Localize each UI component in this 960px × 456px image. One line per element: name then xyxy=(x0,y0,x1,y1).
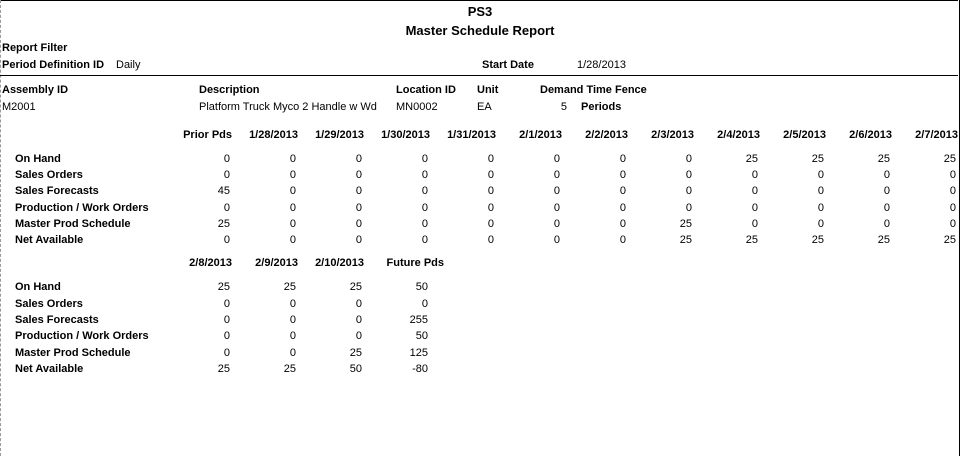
table-cell: 25 xyxy=(283,281,296,293)
page-top-border xyxy=(0,0,958,1)
table-cell: 0 xyxy=(553,234,560,246)
report-title: Master Schedule Report xyxy=(405,23,555,38)
column-header: 2/8/2013 xyxy=(189,257,232,269)
table-cell: 0 xyxy=(949,202,956,214)
table-cell: 0 xyxy=(883,169,890,181)
table-cell: 25 xyxy=(943,153,956,165)
table-cell: 0 xyxy=(421,218,428,230)
period-definition-value: Daily xyxy=(116,59,141,71)
table-cell: 0 xyxy=(355,218,362,230)
table-cell: 0 xyxy=(883,185,890,197)
table-cell: 0 xyxy=(223,202,230,214)
table-cell: 0 xyxy=(289,330,296,342)
table-cell: 50 xyxy=(415,281,428,293)
row-label-master-prod-schedule: Master Prod Schedule xyxy=(15,347,131,359)
table-cell: 0 xyxy=(487,234,494,246)
company-name: PS3 xyxy=(467,4,493,19)
table-cell: 0 xyxy=(619,169,626,181)
table-cell: 0 xyxy=(289,185,296,197)
demand-time-fence-header: Demand Time Fence xyxy=(540,84,647,96)
table-cell: 0 xyxy=(355,153,362,165)
table-cell: 0 xyxy=(685,153,692,165)
table-cell: -80 xyxy=(412,363,428,375)
table-cell: 0 xyxy=(487,153,494,165)
table-cell: 45 xyxy=(217,185,230,197)
table-cell: 0 xyxy=(421,202,428,214)
table-cell: 0 xyxy=(883,218,890,230)
location-id-header: Location ID xyxy=(396,84,456,96)
table-cell: 0 xyxy=(289,169,296,181)
column-header: Prior Pds xyxy=(183,129,232,141)
table-cell: 0 xyxy=(619,218,626,230)
table-cell: 25 xyxy=(217,218,230,230)
table-cell: 0 xyxy=(685,202,692,214)
table-cell: 0 xyxy=(553,185,560,197)
table-cell: 50 xyxy=(415,330,428,342)
table-cell: 0 xyxy=(487,218,494,230)
table-cell: 25 xyxy=(943,234,956,246)
table-cell: 0 xyxy=(421,234,428,246)
description-header: Description xyxy=(199,84,260,96)
filter-divider xyxy=(0,75,958,76)
row-label-sales-forecasts: Sales Forecasts xyxy=(15,185,99,197)
table-cell: 0 xyxy=(289,218,296,230)
column-header: 2/1/2013 xyxy=(519,129,562,141)
table-cell: 0 xyxy=(421,298,428,310)
table-cell: 0 xyxy=(355,202,362,214)
table-cell: 0 xyxy=(751,218,758,230)
column-header: 1/29/2013 xyxy=(315,129,364,141)
table-cell: 0 xyxy=(619,202,626,214)
column-header: 2/5/2013 xyxy=(783,129,826,141)
table-cell: 0 xyxy=(289,347,296,359)
table-cell: 0 xyxy=(355,169,362,181)
row-label-sales-orders: Sales Orders xyxy=(15,298,83,310)
table-cell: 25 xyxy=(679,234,692,246)
demand-time-fence-unit: Periods xyxy=(581,101,622,113)
table-cell: 0 xyxy=(223,314,230,326)
column-header: 2/6/2013 xyxy=(849,129,892,141)
table-cell: 25 xyxy=(811,234,824,246)
row-label-sales-forecasts: Sales Forecasts xyxy=(15,314,99,326)
table-cell: 0 xyxy=(487,169,494,181)
row-label-production-work-orders: Production / Work Orders xyxy=(15,330,149,342)
unit-value: EA xyxy=(477,101,492,113)
location-id-value: MN0002 xyxy=(396,101,438,113)
start-date-label: Start Date xyxy=(482,59,534,71)
table-cell: 0 xyxy=(487,202,494,214)
row-label-production-work-orders: Production / Work Orders xyxy=(15,202,149,214)
table-cell: 25 xyxy=(283,363,296,375)
row-label-master-prod-schedule: Master Prod Schedule xyxy=(15,218,131,230)
table-cell: 0 xyxy=(289,153,296,165)
table-cell: 0 xyxy=(355,330,362,342)
table-cell: 0 xyxy=(817,185,824,197)
description-value: Platform Truck Myco 2 Handle w Wd xyxy=(199,101,377,113)
table-cell: 0 xyxy=(223,169,230,181)
table-cell: 0 xyxy=(289,314,296,326)
table-cell: 0 xyxy=(223,153,230,165)
row-label-sales-orders: Sales Orders xyxy=(15,169,83,181)
table-cell: 25 xyxy=(349,347,362,359)
table-cell: 0 xyxy=(685,185,692,197)
report-filter-label: Report Filter xyxy=(2,42,68,54)
table-cell: 0 xyxy=(751,169,758,181)
table-cell: 25 xyxy=(349,281,362,293)
table-cell: 0 xyxy=(817,169,824,181)
start-date-value: 1/28/2013 xyxy=(577,59,626,71)
table-cell: 125 xyxy=(409,347,428,359)
demand-time-fence-value: 5 xyxy=(560,101,567,113)
assembly-id-value: M2001 xyxy=(2,101,36,113)
row-label-on-hand: On Hand xyxy=(15,153,61,165)
table-cell: 0 xyxy=(289,234,296,246)
table-cell: 0 xyxy=(355,185,362,197)
table-cell: 0 xyxy=(751,202,758,214)
table-cell: 0 xyxy=(949,185,956,197)
table-cell: 25 xyxy=(679,218,692,230)
table-cell: 0 xyxy=(421,153,428,165)
column-header: 2/4/2013 xyxy=(717,129,760,141)
table-cell: 25 xyxy=(877,153,890,165)
column-header: 1/30/2013 xyxy=(381,129,430,141)
table-cell: 0 xyxy=(223,234,230,246)
table-cell: 0 xyxy=(817,202,824,214)
table-cell: 0 xyxy=(421,169,428,181)
table-cell: 0 xyxy=(553,202,560,214)
page-left-border xyxy=(0,0,1,456)
table-cell: 0 xyxy=(355,298,362,310)
row-label-on-hand: On Hand xyxy=(15,281,61,293)
table-cell: 0 xyxy=(619,234,626,246)
column-header: Future Pds xyxy=(386,257,444,269)
row-label-net-available: Net Available xyxy=(15,234,84,246)
column-header: 2/10/2013 xyxy=(315,257,364,269)
table-cell: 0 xyxy=(355,314,362,326)
table-cell: 0 xyxy=(949,169,956,181)
table-cell: 0 xyxy=(553,153,560,165)
table-cell: 0 xyxy=(751,185,758,197)
column-header: 1/28/2013 xyxy=(249,129,298,141)
table-cell: 0 xyxy=(883,202,890,214)
table-cell: 0 xyxy=(355,234,362,246)
table-cell: 255 xyxy=(409,314,428,326)
row-label-net-available: Net Available xyxy=(15,363,84,375)
table-cell: 25 xyxy=(745,234,758,246)
assembly-id-header: Assembly ID xyxy=(2,84,69,96)
column-header: 2/9/2013 xyxy=(255,257,298,269)
period-definition-label: Period Definition ID xyxy=(2,59,105,71)
table-cell: 0 xyxy=(619,185,626,197)
table-cell: 0 xyxy=(817,218,824,230)
table-cell: 50 xyxy=(349,363,362,375)
table-cell: 0 xyxy=(289,202,296,214)
table-cell: 0 xyxy=(487,185,494,197)
table-cell: 0 xyxy=(949,218,956,230)
table-cell: 25 xyxy=(745,153,758,165)
table-cell: 0 xyxy=(619,153,626,165)
column-header: 2/2/2013 xyxy=(585,129,628,141)
table-cell: 0 xyxy=(421,185,428,197)
table-cell: 0 xyxy=(553,169,560,181)
table-cell: 0 xyxy=(685,169,692,181)
column-header: 2/3/2013 xyxy=(651,129,694,141)
column-header: 1/31/2013 xyxy=(447,129,496,141)
table-cell: 0 xyxy=(289,298,296,310)
table-cell: 25 xyxy=(811,153,824,165)
table-cell: 25 xyxy=(217,281,230,293)
table-cell: 0 xyxy=(223,298,230,310)
table-cell: 25 xyxy=(877,234,890,246)
table-cell: 0 xyxy=(223,330,230,342)
table-cell: 0 xyxy=(223,347,230,359)
column-header: 2/7/2013 xyxy=(915,129,958,141)
unit-header: Unit xyxy=(477,84,499,96)
table-cell: 25 xyxy=(217,363,230,375)
table-cell: 0 xyxy=(553,218,560,230)
